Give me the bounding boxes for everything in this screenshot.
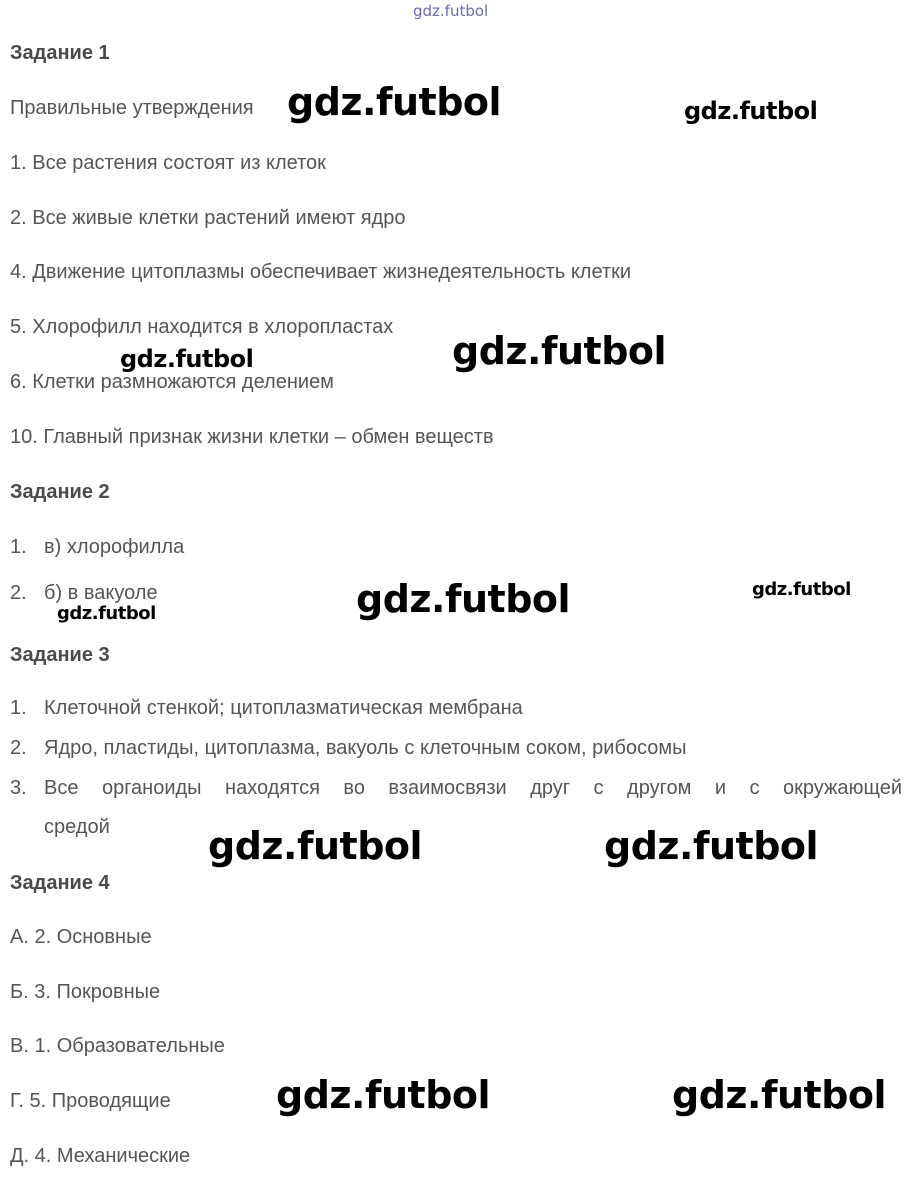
watermark: gdz.futbol xyxy=(356,577,571,621)
watermark: gdz.futbol xyxy=(208,824,423,868)
task3-item-2-text: Ядро, пластиды, цитоплазма, вакуоль с клеточным соком, рибосомы xyxy=(44,737,687,759)
task3-item-1-text: Клеточной стенкой; цитоплазматическая мембрана xyxy=(44,697,523,719)
task4-heading: Задание 4 xyxy=(10,872,110,894)
watermark-top: gdz.futbol xyxy=(413,2,489,20)
task1-heading: Задание 1 xyxy=(10,42,110,64)
task2-item-2-number: 2. xyxy=(10,582,27,604)
task2-heading: Задание 2 xyxy=(10,481,110,503)
task3-item-2-number: 2. xyxy=(10,737,27,759)
watermark: gdz.futbol xyxy=(57,603,156,624)
task1-item-10: 10. Главный признак жизни клетки – обмен веществ xyxy=(10,426,494,448)
watermark: gdz.futbol xyxy=(684,97,818,125)
task1-intro: Правильные утверждения xyxy=(10,97,254,119)
watermark: gdz.futbol xyxy=(120,345,254,373)
watermark: gdz.futbol xyxy=(672,1073,887,1117)
task1-item-4: 4. Движение цитоплазмы обеспечивает жизнедеятельность клетки xyxy=(10,261,632,283)
task3-item-1-number: 1. xyxy=(10,697,27,719)
task4-item-d: Д. 4. Механические xyxy=(10,1145,191,1167)
task1-item-6: 6. Клетки размножаются делением xyxy=(10,371,334,393)
task1-item-5: 5. Хлорофилл находится в хлоропластах xyxy=(10,316,394,338)
task4-item-g: Г. 5. Проводящие xyxy=(10,1090,171,1112)
watermark: gdz.futbol xyxy=(276,1073,491,1117)
watermark: gdz.futbol xyxy=(604,824,819,868)
task2-item-1-number: 1. xyxy=(10,536,27,558)
task3-heading: Задание 3 xyxy=(10,644,110,666)
task3-item-3-number: 3. xyxy=(10,777,27,799)
task3-item-3-text: Все органоиды находятся во взаимосвязи друг с другом и с окружающей xyxy=(44,777,902,799)
watermark: gdz.futbol xyxy=(452,329,667,373)
task2-item-2-text: б) в вакуоле xyxy=(44,582,158,604)
task1-item-1: 1. Все растения состоят из клеток xyxy=(10,152,326,174)
task1-item-2: 2. Все живые клетки растений имеют ядро xyxy=(10,207,406,229)
task4-item-v: В. 1. Образовательные xyxy=(10,1035,225,1057)
task2-item-1-text: в) хлорофилла xyxy=(44,536,185,558)
task3-item-3-text-continued: средой xyxy=(44,816,110,838)
task4-item-b: Б. 3. Покровные xyxy=(10,981,161,1003)
watermark: gdz.futbol xyxy=(287,80,502,124)
task4-item-a: А. 2. Основные xyxy=(10,926,152,948)
watermark: gdz.futbol xyxy=(752,579,851,600)
